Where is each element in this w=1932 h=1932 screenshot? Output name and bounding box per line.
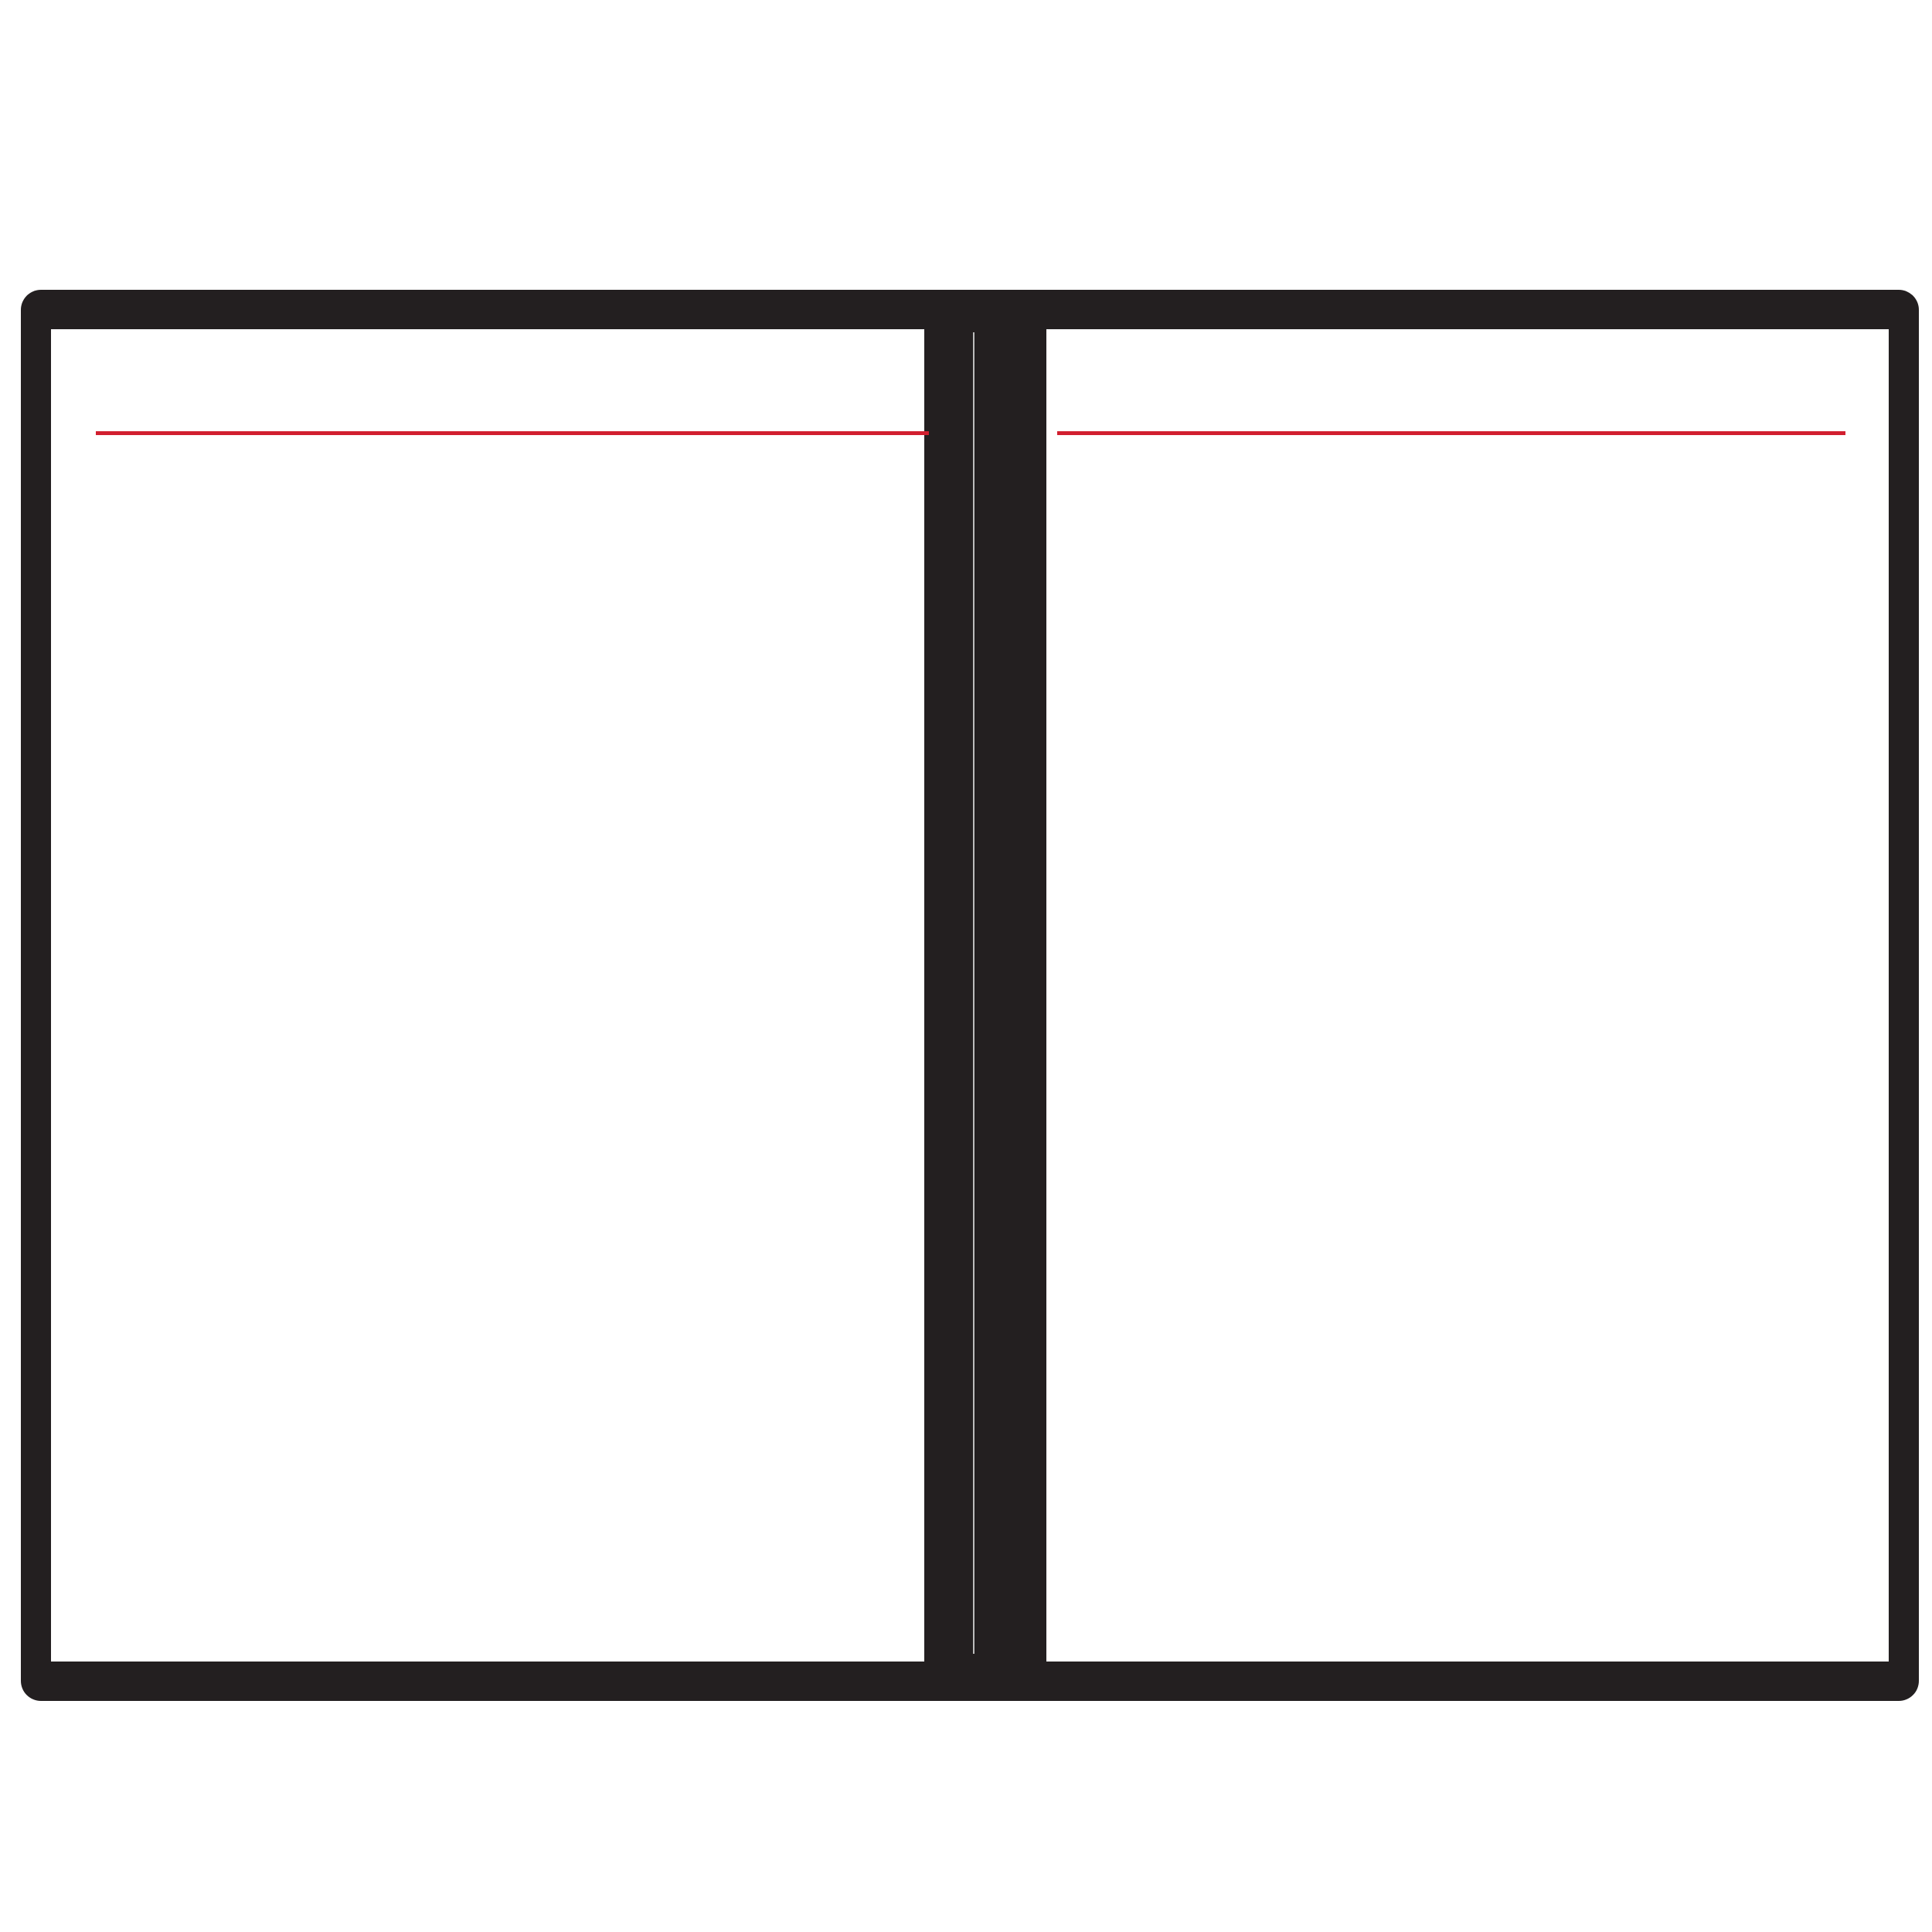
title-rule-right (1057, 431, 1845, 435)
spiral-binding (912, 332, 1036, 1654)
left-page (51, 329, 924, 1662)
title-rule (96, 431, 929, 435)
right-page (1046, 329, 1889, 1662)
